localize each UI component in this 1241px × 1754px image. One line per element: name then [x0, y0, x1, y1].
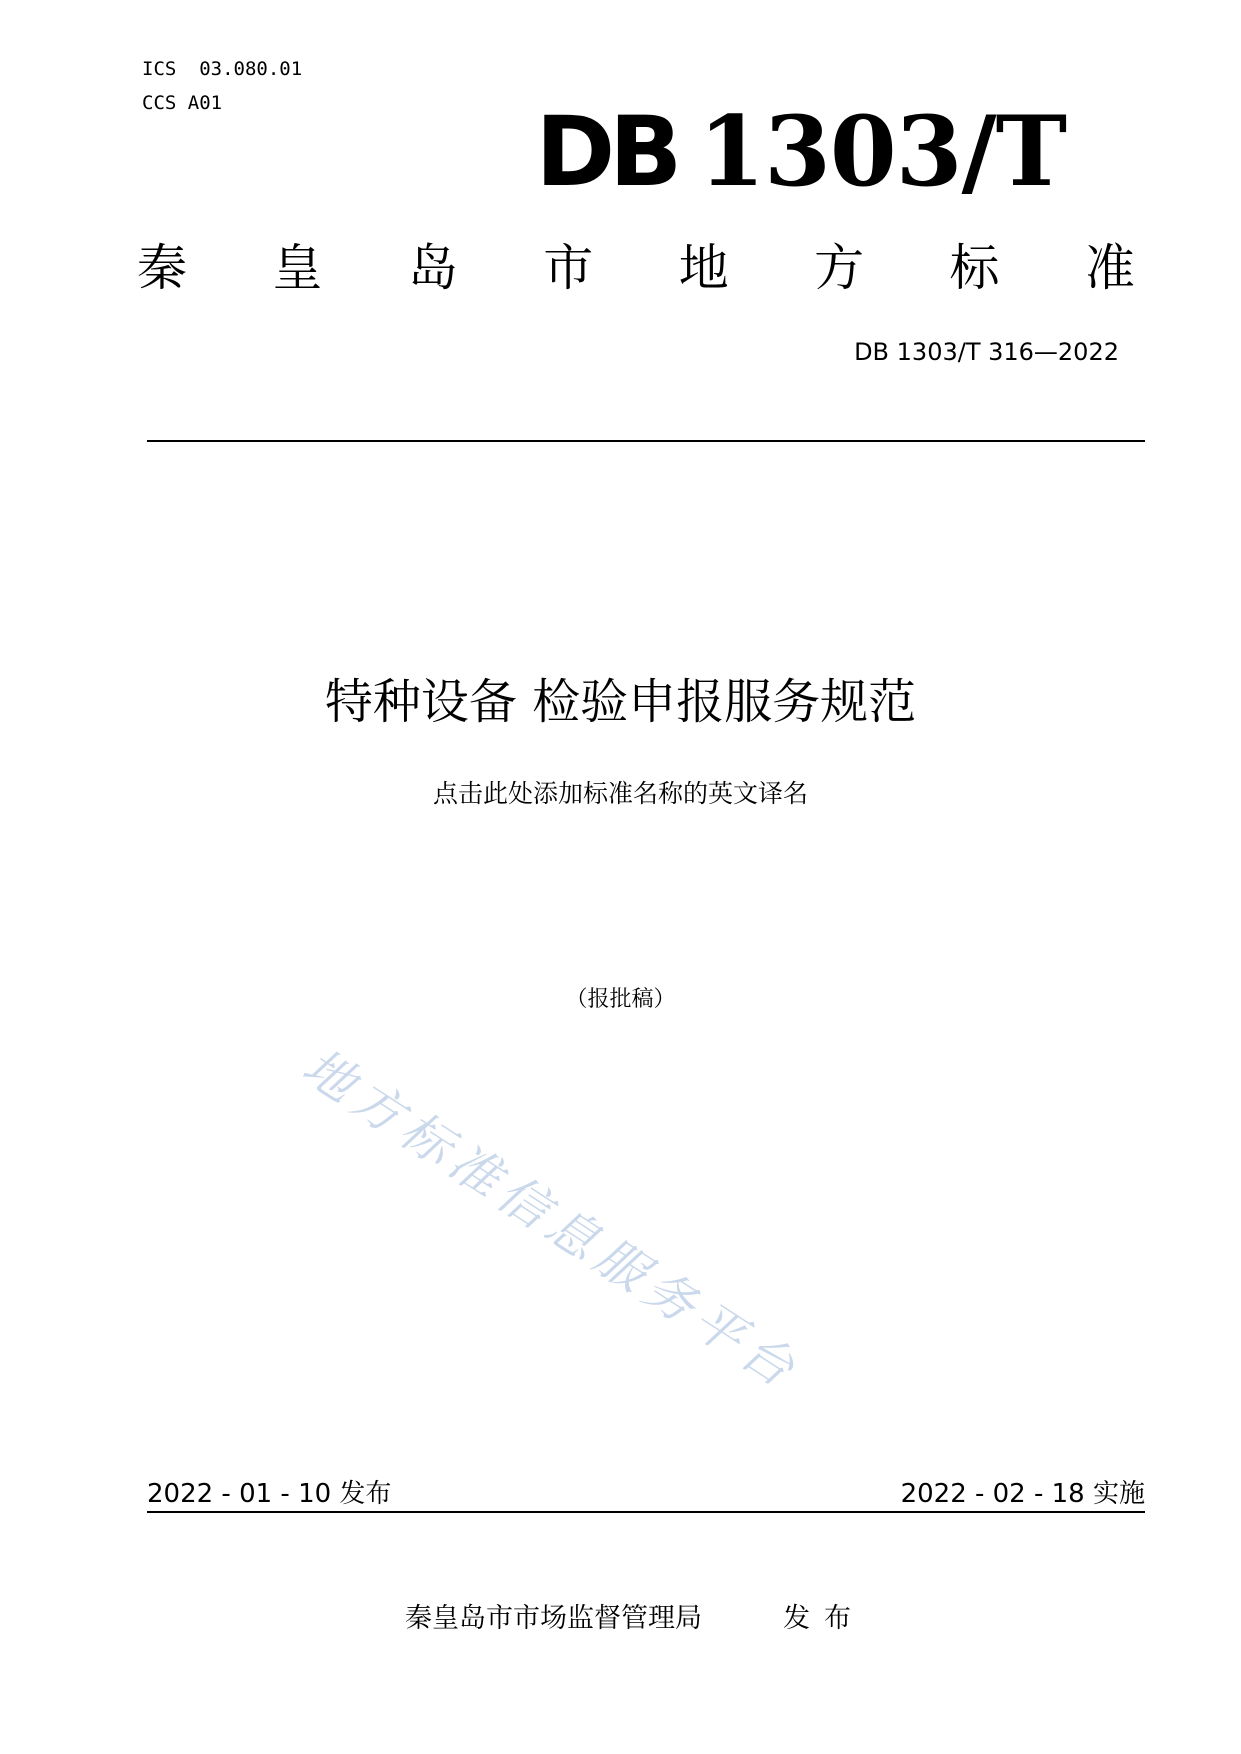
- implement-date: 2022 - 02 - 18 实施: [900, 1479, 1145, 1509]
- publish-date: 2022 - 01 - 10 发布: [147, 1479, 392, 1509]
- watermark: 地方标准信息服务平台: [292, 1037, 811, 1402]
- local-standard-char: 皇: [272, 239, 323, 297]
- draft-status: （报批稿）: [565, 987, 676, 1012]
- local-standard-char: 标: [949, 239, 1000, 297]
- ics-label: ICS: [142, 58, 177, 80]
- standard-number: DB 1303/T 316—2022: [854, 338, 1119, 366]
- standard-code-heading: [535, 95, 1066, 208]
- english-title-placeholder[interactable]: 点击此处添加标准名称的英文译名: [432, 779, 808, 808]
- standard-code-prefix: DB: [535, 96, 677, 208]
- document-title: 特种设备 检验申报服务规范: [324, 674, 917, 730]
- issue-word: 发布: [783, 1603, 865, 1634]
- local-standard-char: 方: [814, 239, 865, 297]
- issuer: 秦皇岛市市场监督管理局: [405, 1603, 702, 1634]
- standard-code-suffix: 1303/T: [698, 95, 1066, 208]
- local-standard-char: 准: [1084, 239, 1135, 297]
- local-standard-char: 市: [543, 239, 594, 297]
- local-standard-char: 地: [678, 239, 729, 297]
- local-standard-heading: [137, 238, 1135, 298]
- ics-line: [142, 58, 302, 80]
- ics-code: 03.080.01: [199, 58, 303, 80]
- ccs-label: CCS: [142, 92, 177, 114]
- ccs-line: [142, 92, 222, 114]
- ccs-code: A01: [187, 92, 223, 114]
- footer-divider: [147, 1511, 1145, 1513]
- header-divider: [147, 440, 1145, 442]
- local-standard-char: 岛: [407, 239, 458, 297]
- local-standard-char: 秦: [137, 239, 187, 297]
